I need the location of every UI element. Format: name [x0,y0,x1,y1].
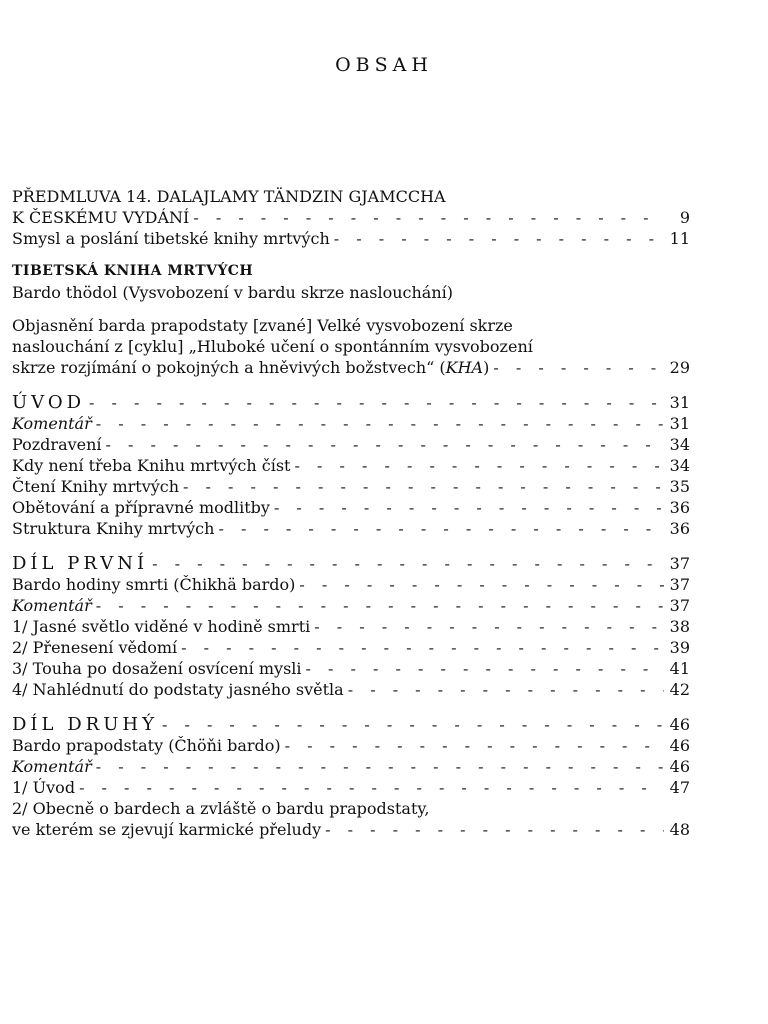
entry-label: 2/ Přenesení vědomí [12,638,178,657]
foreword-heading-line1: PŘEDMLUVA 14. DALAJLAMY TÄNDZIN GJAMCCHA [12,187,446,206]
leader-dots [183,476,664,497]
page-number: 48 [669,820,690,839]
entry-label: Bardo prapodstaty (Čhöňi bardo) [12,736,281,755]
section-heading: ÚVOD [12,392,86,413]
entry-label: Komentář [12,596,92,615]
page-number: 31 [669,393,690,412]
page-number: 46 [669,736,690,755]
toc-entry[interactable] [12,616,690,637]
page-title: OBSAH [335,54,433,76]
leader-dots [274,497,664,518]
leader-dots [306,658,664,679]
leader-dots [106,434,664,455]
foreword-heading-line2: K ČESKÉMU VYDÁNÍ [12,208,190,227]
toc-heading-uvod[interactable] [12,392,690,413]
explanation-line3-text: skrze rozjímání o pokojných a hněvivých božstvech“ ( [12,358,446,377]
entry-label: Čtení Knihy mrtvých [12,477,180,496]
toc-entry[interactable] [12,434,690,455]
leader-dots [162,714,664,735]
entry-label: Obětování a přípravné modlitby [12,498,270,517]
explanation-line2: naslouchání z [cyklu] „Hluboké učení o spontánním vysvobození [12,337,533,356]
page-number: 35 [669,477,690,496]
table-of-contents [12,186,690,840]
toc-entry[interactable] [12,735,690,756]
toc-heading-part2[interactable] [12,714,690,735]
entry-label: Pozdravení [12,435,102,454]
entry-label: 1/ Jasné světlo viděné v hodině smrti [12,617,311,636]
toc-entry[interactable] [12,455,690,476]
toc-entry-foreword[interactable] [12,207,690,228]
leader-dots [152,553,664,574]
leader-dots [493,357,664,378]
toc-entry[interactable] [12,679,690,700]
toc-entry[interactable] [12,574,690,595]
entry-label: Kdy není třeba Knihu mrtvých číst [12,456,291,475]
book-subtitle: Bardo thödol (Vysvobození v bardu skrze naslouchání) [12,283,454,302]
toc-heading-part1[interactable] [12,553,690,574]
toc-entry[interactable] [12,413,690,434]
leader-dots [218,518,664,539]
leader-dots [181,637,664,658]
page-number: 46 [669,757,690,776]
entry-label: Komentář [12,757,92,776]
leader-dots [79,777,664,798]
page-number: 34 [669,456,690,475]
toc-entry[interactable] [12,497,690,518]
page-number: 29 [669,358,690,377]
page-number: 39 [669,638,690,657]
uvod-entries [12,413,690,539]
toc-entry[interactable] [12,476,690,497]
toc-entry[interactable] [12,756,690,777]
explanation-line3-end: ) [483,358,490,377]
entry-label: 1/ Úvod [12,778,76,797]
leader-dots [96,413,664,434]
page-number: 37 [669,575,690,594]
part2-last-line1: 2/ Obecně o bardech a zvláště o bardu prapodstaty, [12,799,430,818]
toc-entry-karmic[interactable] [12,819,690,840]
part2-entries [12,735,690,798]
page-number: 46 [669,715,690,734]
page-number: 36 [669,519,690,538]
entry-label: Struktura Knihy mrtvých [12,519,215,538]
leader-dots [193,207,664,228]
explanation-line3 [12,357,489,378]
section-heading: DÍL PRVNÍ [12,553,149,574]
leader-dots [314,616,664,637]
page-number: 11 [669,229,690,248]
section-heading: DÍL DRUHÝ [12,714,158,735]
page-number: 41 [669,659,690,678]
toc-entry-meaning[interactable] [12,228,690,249]
entry-label: 3/ Touha po dosažení osvícení mysli [12,659,302,678]
toc-entry[interactable] [12,595,690,616]
toc-entry[interactable] [12,637,690,658]
page-number: 42 [669,680,690,699]
leader-dots [96,595,664,616]
leader-dots [299,574,664,595]
leader-dots [334,228,664,249]
entry-label: 4/ Nahlédnutí do podstaty jasného světla [12,680,344,699]
leader-dots [294,455,664,476]
page-number: 36 [669,498,690,517]
leader-dots [89,392,664,413]
part1-entries [12,574,690,700]
page-number: 47 [669,778,690,797]
page-number: 38 [669,617,690,636]
page-number: 37 [669,554,690,573]
explanation-line1: Objasnění barda prapodstaty [zvané] Velké vysvobození skrze [12,316,513,335]
page-number: 31 [669,414,690,433]
leader-dots [325,819,664,840]
toc-entry[interactable] [12,518,690,539]
toc-entry-explanation[interactable] [12,357,690,378]
leader-dots [285,735,664,756]
book-heading: TIBETSKÁ KNIHA MRTVÝCH [12,263,254,279]
explanation-line3-italic: KHA [445,358,484,377]
toc-entry[interactable] [12,658,690,679]
toc-entry[interactable] [12,777,690,798]
page-number: 34 [669,435,690,454]
entry-label: ve kterém se zjevují karmické přeludy [12,820,322,839]
entry-label: Smysl a poslání tibetské knihy mrtvých [12,229,330,248]
entry-label: Komentář [12,414,92,433]
entry-label: Bardo hodiny smrti (Čhikhä bardo) [12,575,296,594]
page-number: 37 [669,596,690,615]
leader-dots [96,756,664,777]
page-number: 9 [679,208,690,227]
leader-dots [348,679,664,700]
